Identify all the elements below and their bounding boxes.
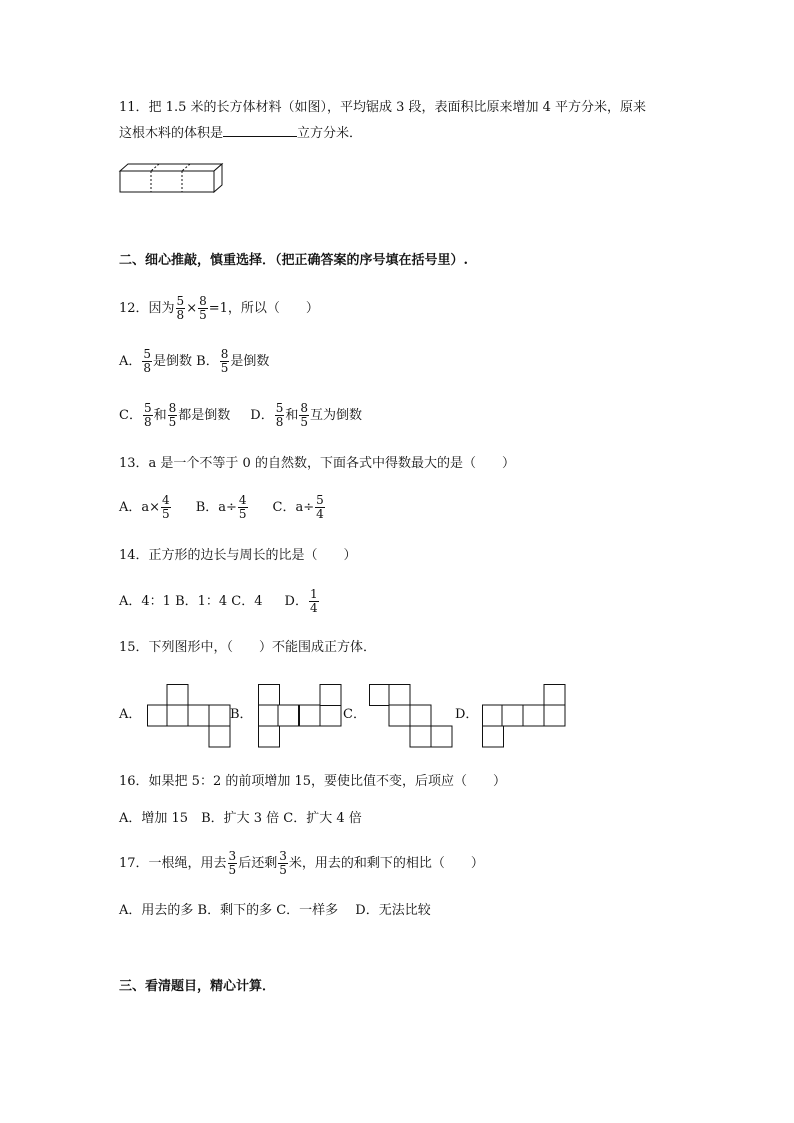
q12-option-c-and: 和: [153, 408, 167, 423]
q12-pre: 12．因为: [119, 301, 175, 316]
q16-stem: 16．如果把 5：2 的前项增加 15，要使比值不变，后项应（ ）: [119, 774, 507, 789]
section2-title: 二、细心推敲，慎重选择．（把正确答案的序号填在括号里）.: [119, 253, 469, 268]
q13-option-a: A．a×: [119, 500, 161, 515]
q13-option-c-fraction: $\frac{5}{4}$: [316, 493, 324, 521]
cuboid-figure: [120, 164, 224, 194]
answer-blank: [223, 124, 297, 137]
q15-label-c: C．: [343, 707, 366, 722]
q12-option-b-text: 是倒数: [230, 354, 270, 369]
q17-pre: 17．一根绳，用去: [119, 856, 227, 871]
cube-net-b: [258, 684, 344, 748]
q12-option-a-label: A．: [119, 354, 142, 369]
q14-option-d: D．: [284, 594, 308, 609]
q12-option-c-fraction-2: $\frac{8}{5}$: [168, 401, 177, 429]
q14-option-d-fraction: $\frac{1}{4}$: [309, 587, 318, 615]
q15-label-a: A．: [119, 707, 142, 722]
q17-fraction-1: $\frac{3}{5}$: [228, 849, 237, 877]
q17-stem: [119, 850, 484, 877]
q17-post: 米，用去的和剩下的相比（ ）: [288, 856, 484, 871]
q12-option-a-fraction: $\frac{5}{8}$: [143, 347, 152, 375]
q12-option-c-label: C．: [119, 408, 142, 423]
q13-option-c: C．a÷: [272, 500, 315, 515]
q16-options: A．增加 15 B．扩大 3 倍 C．扩大 4 倍: [119, 811, 362, 826]
q12-option-d-and: 和: [285, 408, 299, 423]
cube-net-d: [482, 684, 568, 748]
q17-mid: 后还剩: [238, 856, 278, 871]
q12-stem: [119, 295, 319, 322]
q17-options: A．用去的多 B．剩下的多 C．一样多 D．无法比较: [119, 903, 431, 918]
q11-line2: [119, 124, 362, 144]
q12-option-c-fraction-1: $\frac{5}{8}$: [143, 401, 152, 429]
q14-options: [119, 588, 320, 615]
q12-option-d-text: 互为倒数: [310, 408, 363, 423]
q15-stem: 15．下列图形中，（ ）不能围成正方体．: [119, 640, 377, 655]
cube-net-a: [147, 684, 233, 748]
q12-fraction-2: $\frac{8}{5}$: [199, 294, 207, 322]
q12-option-d-fraction-1: $\frac{5}{8}$: [275, 401, 284, 429]
q12-post: =1，所以（ ）: [208, 301, 319, 316]
q12-option-d-label: D．: [250, 408, 274, 423]
q11-line1: 11．把 1.5 米的长方体材料（如图），平均锯成 3 段，表面积比原来增加 4 平方分米，原来: [119, 100, 647, 115]
q12-option-c-text: 都是倒数: [178, 408, 231, 423]
section3-title: 三、看清题目，精心计算．: [119, 979, 276, 994]
cube-net-c: [369, 684, 455, 748]
q13-option-b: B．a÷: [195, 500, 237, 515]
q15-label-d: D．: [455, 707, 479, 722]
q11-line2-post: 立方分米．: [297, 126, 363, 141]
q13-option-a-fraction: $\frac{4}{5}$: [162, 493, 170, 521]
q14-options-abc: A．4：1 B．1：4 C．4: [119, 594, 263, 609]
q12-option-d-fraction-2: $\frac{8}{5}$: [300, 401, 308, 429]
q12-options-cd: [119, 402, 362, 429]
q11-line2-pre: 这根木料的体积是: [119, 126, 224, 141]
q12-options-ab: [119, 348, 269, 375]
q12-times: ×: [186, 301, 198, 316]
q12-option-a-text: 是倒数 B．: [153, 354, 219, 369]
q14-stem: 14．正方形的边长与周长的比是（ ）: [119, 548, 357, 563]
q17-fraction-2: $\frac{3}{5}$: [279, 849, 287, 877]
q12-fraction-1: $\frac{5}{8}$: [176, 294, 185, 322]
q15-label-b: B．: [230, 707, 253, 722]
q13-option-b-fraction: $\frac{4}{5}$: [238, 493, 247, 521]
q13-options: [119, 494, 326, 521]
q13-stem: 13．a 是一个不等于 0 的自然数，下面各式中得数最大的是（ ）: [119, 456, 515, 471]
q12-option-b-fraction: $\frac{8}{5}$: [220, 347, 229, 375]
